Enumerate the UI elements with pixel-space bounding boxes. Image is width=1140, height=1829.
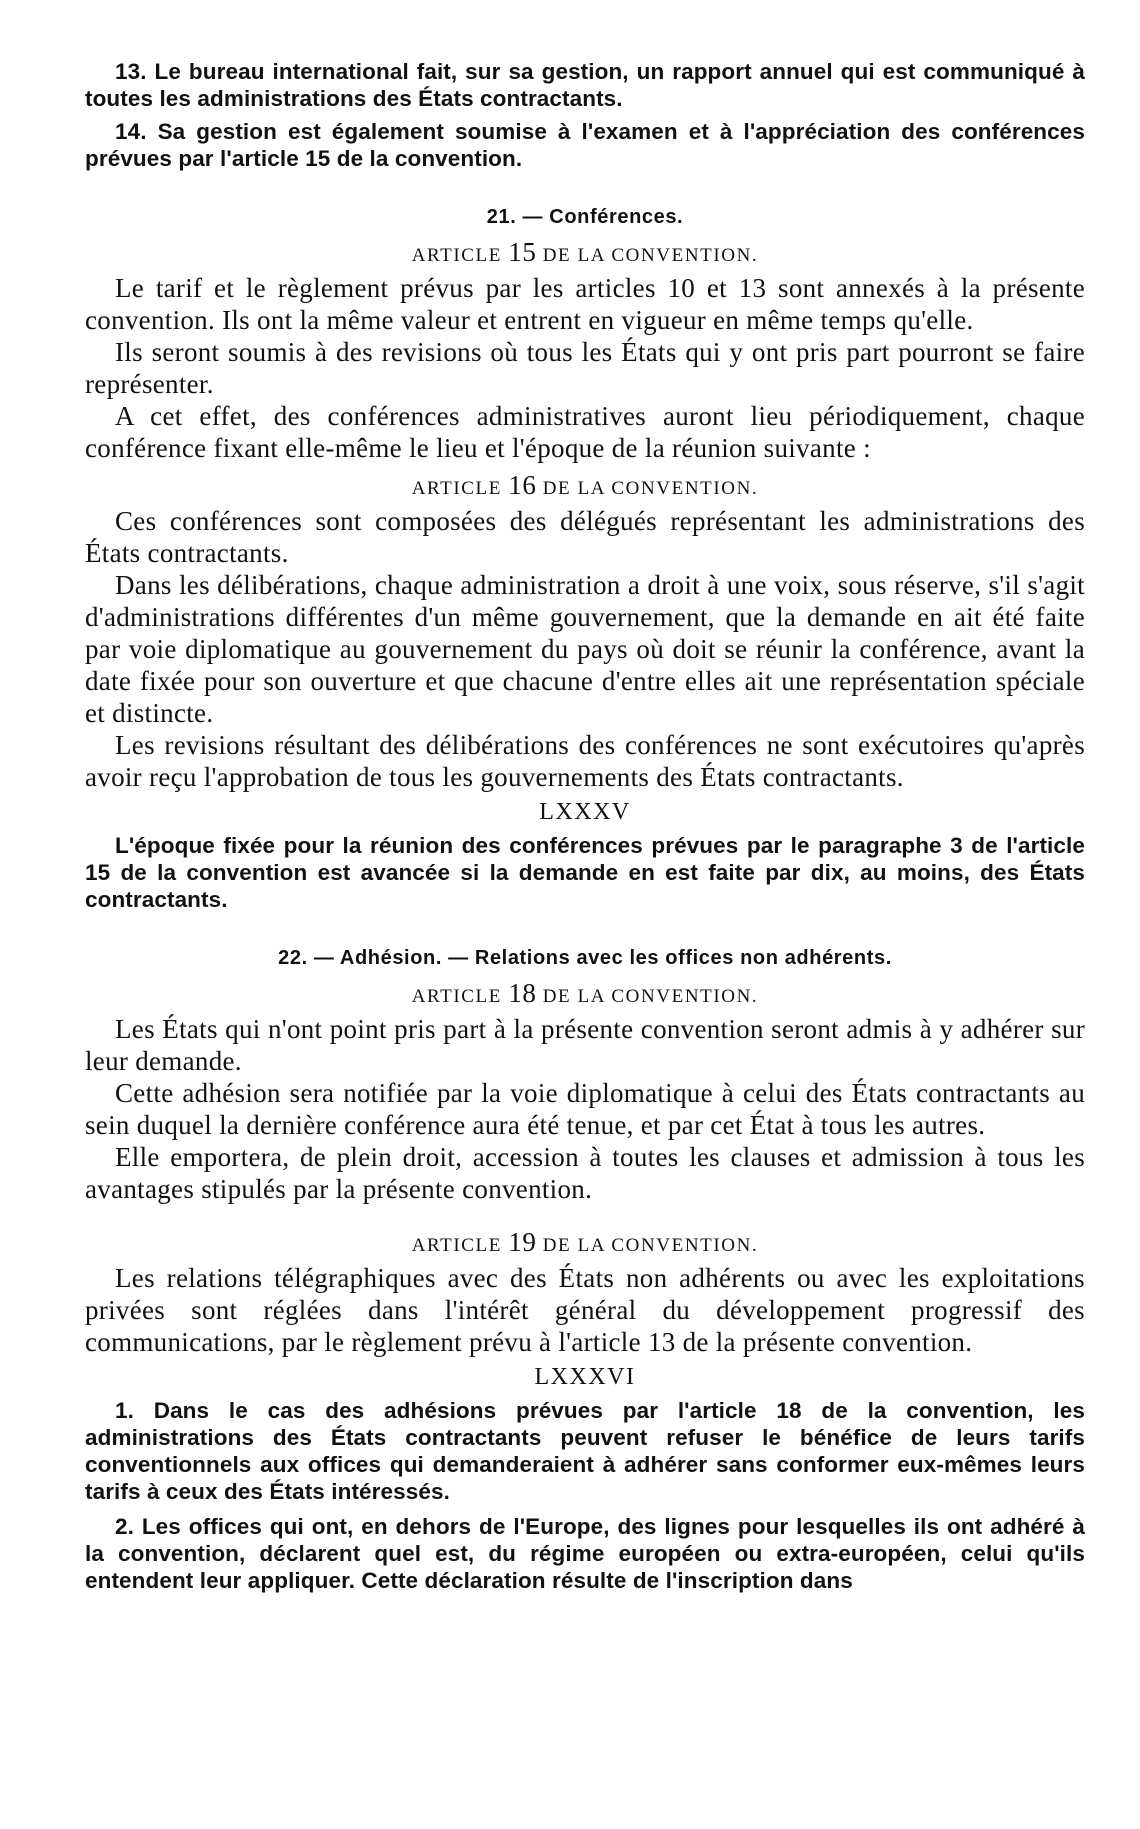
- article-16-paragraph: Les revisions résultant des délibérations des conférences ne sont exécutoires qu'après avoir reçu l'approbation de tous les gouvernements des États contractants.: [85, 730, 1085, 792]
- article-label-prefix: ARTICLE: [411, 1235, 502, 1256]
- paragraph-13: 13. Le bureau international fait, sur sa gestion, un rapport annuel qui est communiqué à toutes les administrations des États contractants.: [85, 59, 1085, 111]
- article-15-paragraph: Ils seront soumis à des revisions où tous les États qui y ont pris part pourront se faire représenter.: [85, 337, 1085, 399]
- lxxxv-paragraph: L'époque fixée pour la réunion des conférences prévues par le paragraphe 3 de l'article 15 de la convention est avancée si la demande en est faite par dix, au moins, des États contractants.: [85, 833, 1085, 912]
- article-16-paragraph: Dans les délibérations, chaque administration a droit à une voix, sous réserve, s'il s'agit d'administrations différentes d'un même gouvernement, que la demande en ait été faite par voie diplomatique au gouvernement du pays où doit se réunir la conférence, avant la date fixée pour son ouverture et que chacune d'entre elles ait une représentation spéciale et distincte.: [85, 570, 1085, 728]
- article-18-paragraph: Les États qui n'ont point pris part à la présente convention seront admis à y adhérer sur leur demande.: [85, 1014, 1085, 1076]
- article-label-suffix: DE LA CONVENTION.: [542, 1235, 759, 1256]
- article-number: 18: [508, 978, 537, 1008]
- section-21-heading: 21. — Conférences.: [486, 206, 684, 228]
- document-page: [85, 58, 1085, 1594]
- section-22-heading: 22. — Adhésion. — Relations avec les offices non adhérents.: [278, 947, 892, 969]
- article-16-paragraph: Ces conférences sont composées des délégués représentant les administrations des États contractants.: [85, 506, 1085, 568]
- lxxxvi-paragraph: 1. Dans le cas des adhésions prévues par l'article 18 de la convention, les administrations des États contractants peuvent refuser le bénéfice de leurs tarifs conventionnels aux offices qui demanderaient à adhérer sans conformer eux-mêmes leurs tarifs à ceux des États intéressés.: [85, 1398, 1085, 1504]
- article-label-prefix: ARTICLE: [411, 986, 502, 1007]
- article-18-label: [85, 978, 1085, 1009]
- article-15-paragraph: Le tarif et le règlement prévus par les articles 10 et 13 sont annexés à la présente convention. Ils ont la même valeur et entrent en vigueur en même temps qu'elle.: [85, 273, 1085, 335]
- article-16-label: [85, 470, 1085, 501]
- article-15-paragraph: A cet effet, des conférences administratives auront lieu périodiquement, chaque conférence fixant elle-même le lieu et l'époque de la réunion suivante :: [85, 401, 1085, 463]
- lxxxv-title: LXXXV: [539, 799, 631, 825]
- article-number: 15: [508, 237, 537, 267]
- article-15-label: [85, 237, 1085, 268]
- article-label-suffix: DE LA CONVENTION.: [542, 245, 759, 266]
- paragraph-14: 14. Sa gestion est également soumise à l'examen et à l'appréciation des conférences prévues par l'article 15 de la convention.: [85, 119, 1085, 171]
- lxxxvi-title: LXXXVI: [534, 1364, 636, 1390]
- article-label-prefix: ARTICLE: [411, 478, 502, 499]
- lxxxvi-paragraph: 2. Les offices qui ont, en dehors de l'Europe, des lignes pour lesquelles ils ont adhéré à la convention, déclarent quel est, du régime européen ou extra-européen, celui qu'ils entendent leur appliquer. Cette déclaration résulte de l'inscription dans: [85, 1514, 1085, 1593]
- article-18-paragraph: Cette adhésion sera notifiée par la voie diplomatique à celui des États contractants au sein duquel la dernière conférence aura été tenue, et par cet État à tous les autres.: [85, 1078, 1085, 1140]
- article-19-paragraph: Les relations télégraphiques avec des États non adhérents ou avec les exploitations privées sont réglées dans l'intérêt général du développement progressif des communications, par le règlement prévu à l'article 13 de la présente convention.: [85, 1263, 1085, 1357]
- article-18-paragraph: Elle emportera, de plein droit, accession à toutes les clauses et admission à tous les avantages stipulés par la présente convention.: [85, 1142, 1085, 1204]
- article-label-suffix: DE LA CONVENTION.: [542, 986, 759, 1007]
- article-number: 19: [508, 1227, 537, 1257]
- article-label-suffix: DE LA CONVENTION.: [542, 478, 759, 499]
- article-number: 16: [508, 470, 537, 500]
- article-label-prefix: ARTICLE: [411, 245, 502, 266]
- article-19-label: [85, 1227, 1085, 1258]
